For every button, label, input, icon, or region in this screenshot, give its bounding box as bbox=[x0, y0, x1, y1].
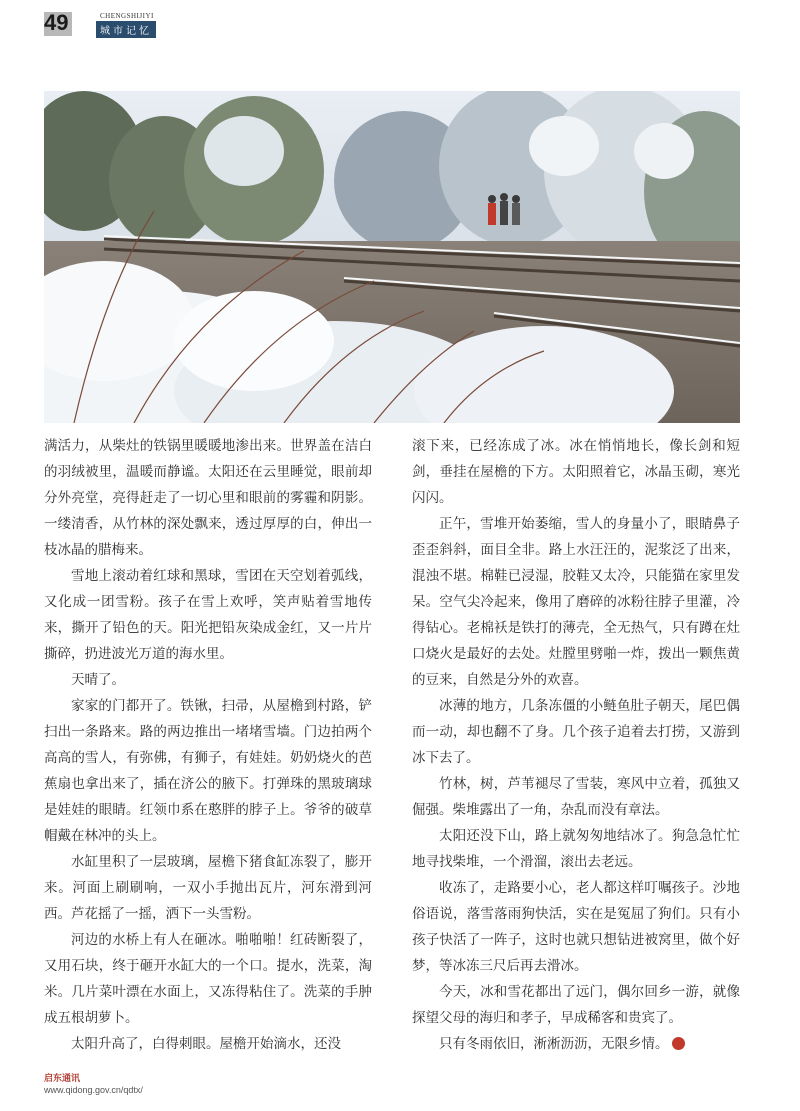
paragraph: 雪地上滚动着红球和黑球，雪团在天空划着弧线，又化成一团雪粉。孩子在雪上欢呼，笑声贴着雪地传来，撕开了铅色的天。阳光把铅灰染成金红，又一片片撕碎，扔进波光万道的海水里。 bbox=[44, 568, 372, 662]
paragraph: 今天，冰和雪花都出了远门，偶尔回乡一游，就像探望父母的海归和孝子，早成稀客和贵宾了。 bbox=[412, 984, 740, 1026]
footer-brand: 启东通讯 bbox=[44, 1074, 81, 1084]
paragraph: 竹林，树，芦苇褪尽了雪装，寒风中立着，孤独又倔强。柴堆露出了一角，杂乱而没有章法。 bbox=[412, 776, 740, 818]
paragraph: 收冻了，走路要小心，老人都这样叮嘱孩子。沙地俗语说，落雪落雨狗快活，实在是冤屈了狗们。只有小孩子快活了一阵子，这时也就只想钻进被窝里，做个好梦，等冰冻三尺后再去滑冰。 bbox=[412, 880, 740, 974]
paragraph: 滚下来，已经冻成了冰。冰在悄悄地长，像长剑和短剑，垂挂在屋檐的下方。太阳照着它，冰晶玉砌，寒光闪闪。 bbox=[412, 438, 740, 506]
paragraph: 太阳还没下山，路上就匆匆地结冰了。狗急急忙忙地寻找柴堆，一个滑溜，滚出去老远。 bbox=[412, 828, 740, 870]
closing-paragraph bbox=[412, 1031, 740, 1057]
paragraph: 天晴了。 bbox=[71, 672, 125, 688]
closing-text: 只有冬雨依旧，淅淅沥沥，无限乡情。 bbox=[439, 1036, 669, 1052]
magazine-section-cn: 城市记忆 bbox=[96, 21, 156, 38]
paragraph: 家家的门都开了。铁锹，扫帚，从屋檐到村路，铲扫出一条路来。路的两边推出一堵堵雪墙。门边拍两个高高的雪人，有弥佛，有狮子，有娃娃。奶奶烧火的芭蕉扇也拿出来了，插在济公的腋下。打弹珠的黑玻璃球是娃娃的眼睛。红领巾系在憨胖的脖子上。爷爷的破草帽戴在林冲的头上。 bbox=[44, 698, 372, 844]
end-seal-icon bbox=[672, 1037, 685, 1050]
photo-illustration bbox=[44, 91, 740, 423]
paragraph: 正午，雪堆开始萎缩，雪人的身量小了，眼睛鼻子歪歪斜斜，面目全非。路上水汪汪的，泥浆泛了出来，混浊不堪。棉鞋已浸湿，胶鞋又太冷，只能猫在家里发呆。空气尖冷起来，像用了磨碎的冰粉往脖子里灌，冷得钻心。老棉袄是铁打的薄壳，全无热气，只有蹲在灶口烧火是最好的去处。灶膛里劈啪一炸，拨出一颗焦黄的豆来，自然是分外的欢喜。 bbox=[412, 516, 740, 688]
article-column-right bbox=[412, 433, 740, 1057]
paragraph: 太阳升高了，白得刺眼。屋檐开始滴水，还没 bbox=[71, 1036, 341, 1052]
page-number: 49 bbox=[44, 10, 69, 35]
article-column-left bbox=[44, 433, 372, 1057]
people bbox=[488, 193, 520, 225]
snow-park-photo bbox=[44, 91, 740, 423]
paragraph: 水缸里积了一层玻璃，屋檐下猪食缸冻裂了，膨开来。河面上刷刷响，一双小手抛出瓦片，河东滑到河西。芦花摇了一摇，洒下一头雪粉。 bbox=[44, 854, 372, 922]
magazine-section-en: CHENGSHIJIYI bbox=[100, 12, 154, 20]
paragraph: 冰薄的地方，几条冻僵的小鲢鱼肚子朝天，尾巴偶而一动，却也翻不了身。几个孩子追着去打捞，又游到冰下去了。 bbox=[412, 698, 740, 766]
paragraph: 满活力，从柴灶的铁锅里暖暖地渗出来。世界盖在洁白的羽绒被里，温暖而静谧。太阳还在云里睡觉，眼前却分外亮堂，亮得赶走了一切心里和眼前的雾霾和阴影。一缕清香，从竹林的深处飘来，透过厚厚的白，伸出一枝冰晶的腊梅来。 bbox=[44, 438, 372, 558]
paragraph: 河边的水桥上有人在砸冰。啪啪啪！红砖断裂了，又用石块，终于砸开水缸大的一个口。提水，洗菜，淘米。几片菜叶漂在水面上，又冻得粘住了。洗菜的手肿成五根胡萝卜。 bbox=[44, 932, 372, 1026]
footer-url[interactable]: www.qidong.gov.cn/qdtx/ bbox=[44, 1085, 143, 1095]
